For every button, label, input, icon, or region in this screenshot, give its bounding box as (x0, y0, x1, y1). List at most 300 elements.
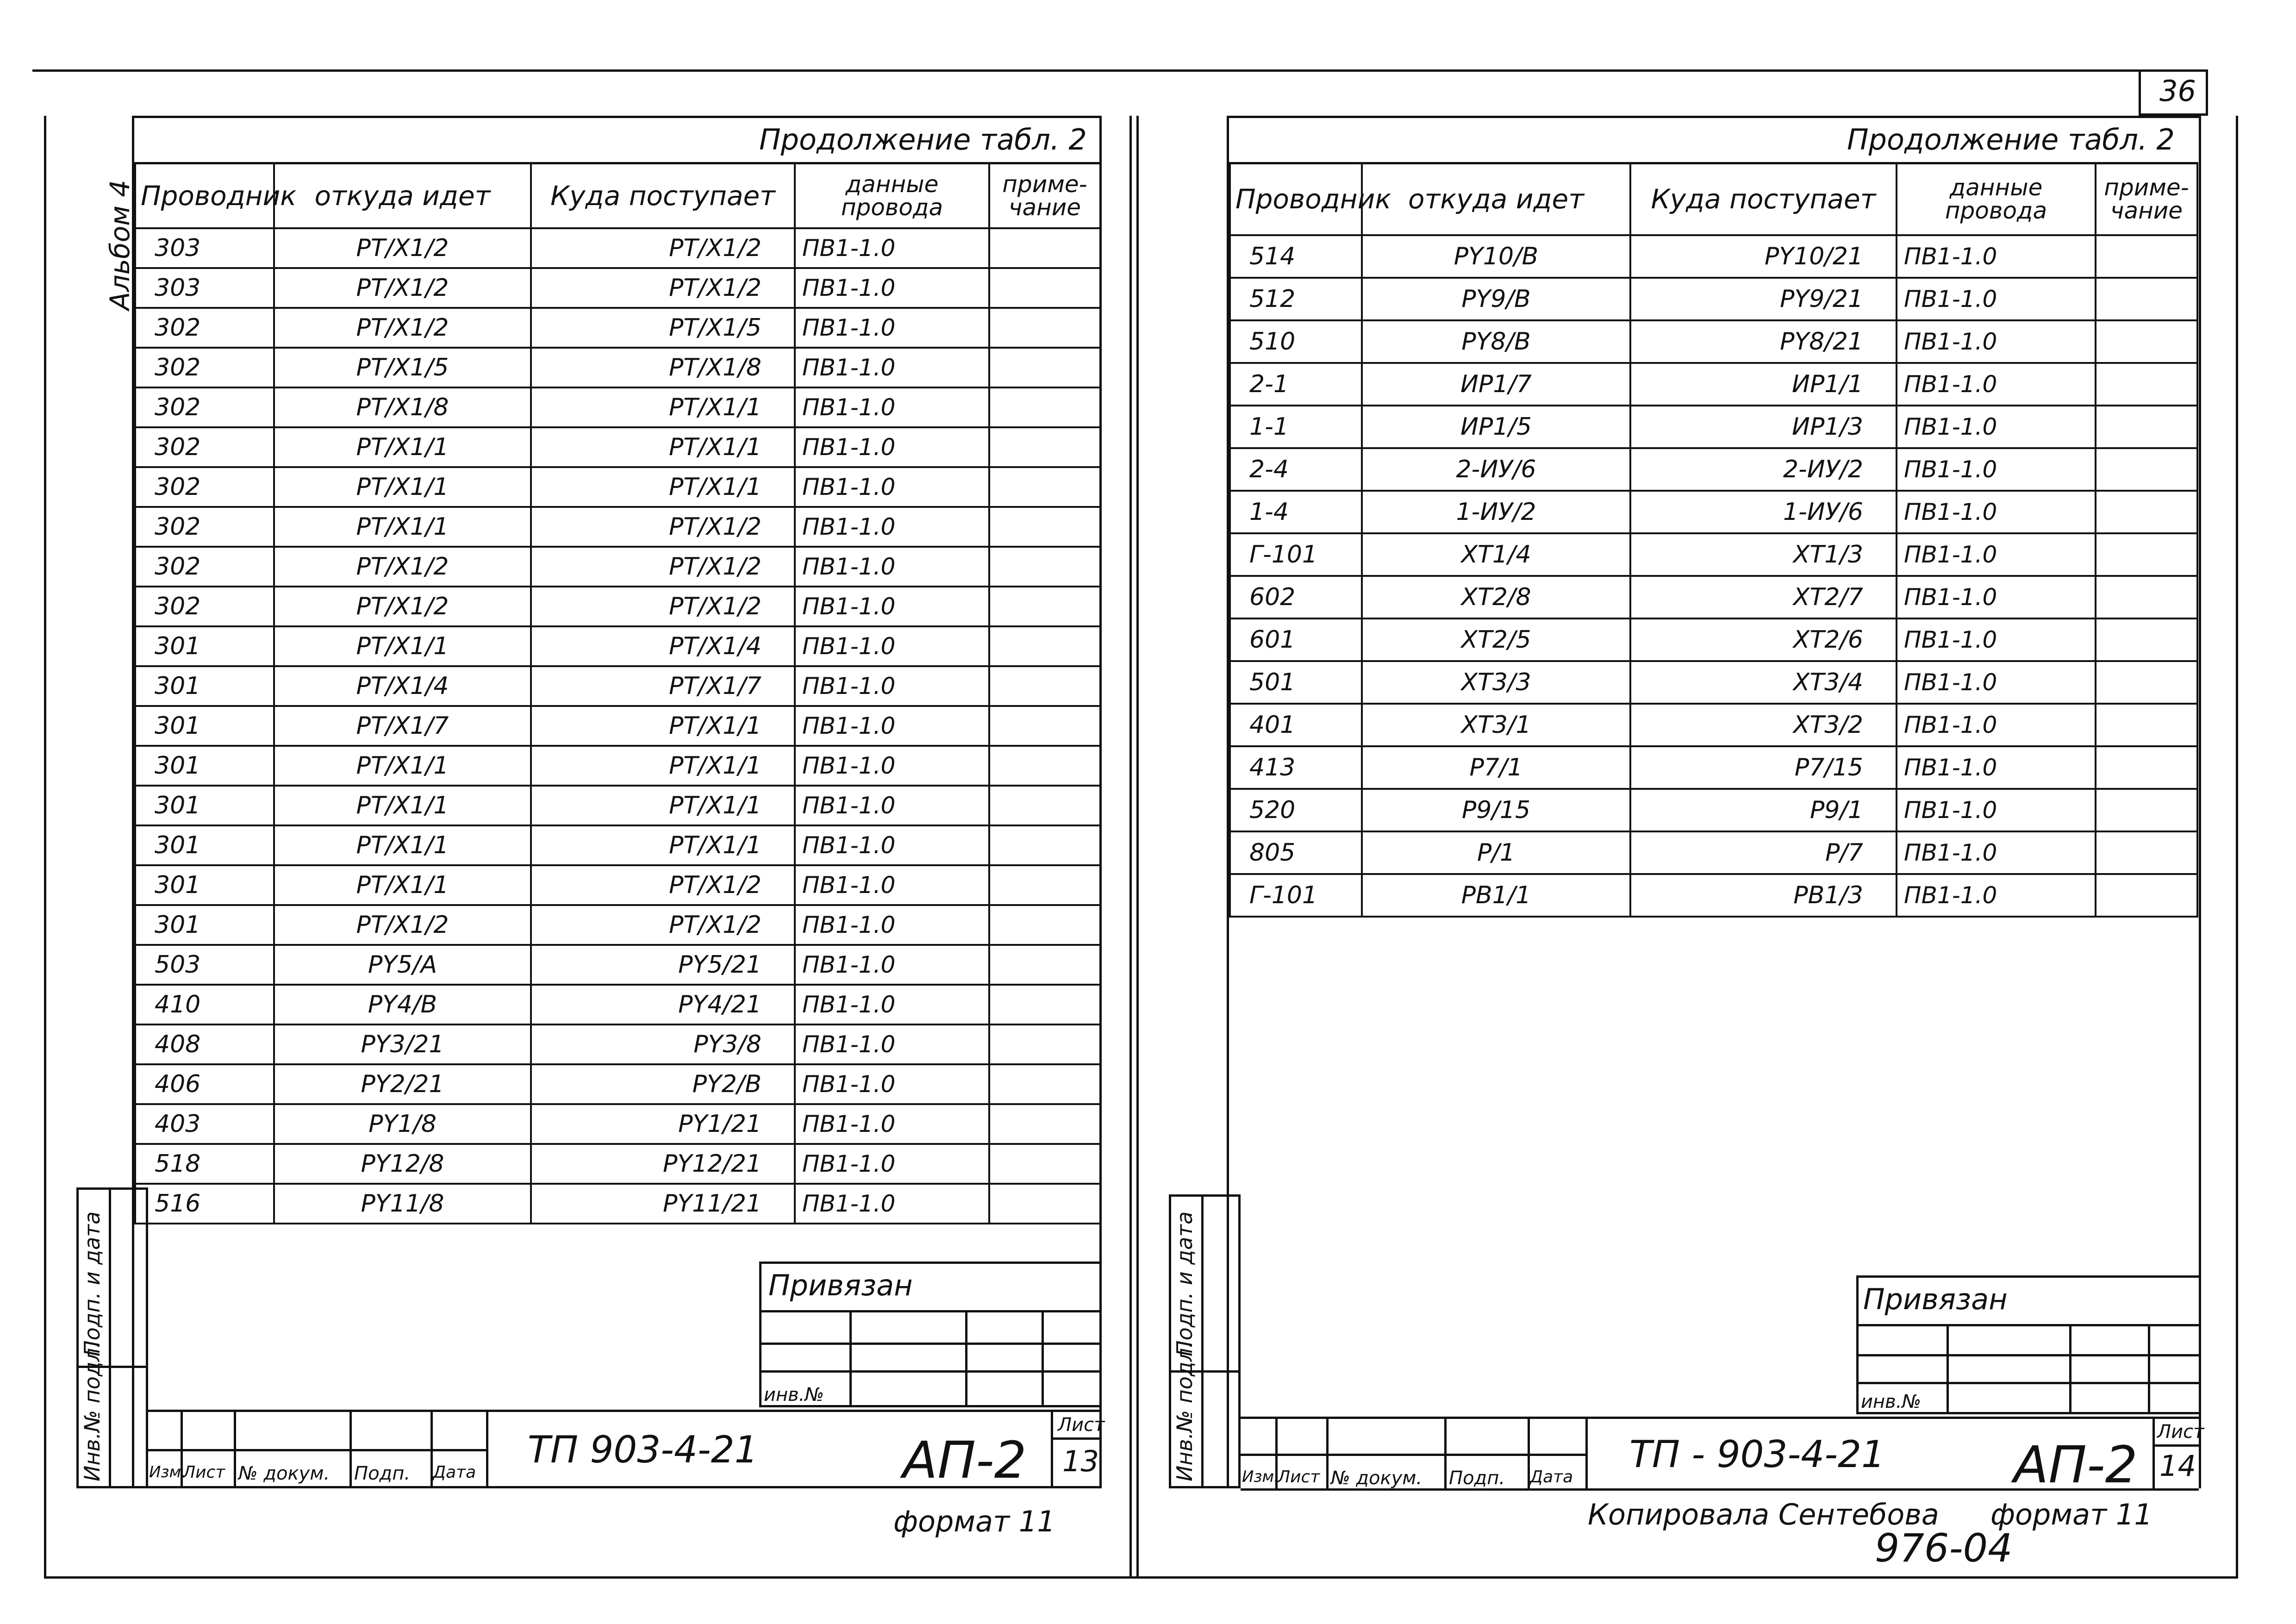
conductor-cell: 301 (135, 746, 274, 786)
right-header-row (1230, 163, 2197, 235)
from-cell: PT/X1/1 (274, 865, 531, 905)
to-cell: PT/X1/1 (531, 427, 795, 467)
from-cell: PY9/B (1362, 278, 1630, 320)
conductor-cell: 303 (135, 268, 274, 308)
right-header-note: приме- чание (2096, 163, 2197, 235)
wire-cell: ПВ1-1.0 (1897, 533, 2096, 576)
wire-cell: ПВ1-1.0 (795, 746, 989, 786)
conductor-cell: 518 (135, 1144, 274, 1184)
conductor-cell: 302 (135, 467, 274, 507)
note-cell (2096, 448, 2197, 491)
left-priv-row3 (759, 1370, 1102, 1373)
table-row (135, 1064, 1100, 1104)
note-cell (2096, 406, 2197, 448)
note-cell (2096, 363, 2197, 406)
right-priv-col3 (2148, 1324, 2150, 1414)
left-header-from: откуда идет (274, 163, 531, 228)
table-row (1230, 831, 2197, 874)
right-project-code: ТП - 903-4-21 (1629, 1433, 1885, 1476)
from-cell: PT/X1/1 (274, 825, 531, 865)
to-cell: P9/1 (1630, 789, 1897, 831)
from-cell: PY3/21 (274, 1024, 531, 1064)
note-cell (989, 308, 1100, 348)
conductor-cell: 2-1 (1230, 363, 1362, 406)
sheet-divider (1129, 116, 1132, 1579)
wire-cell: ПВ1-1.0 (795, 547, 989, 587)
left-privyazan-label: Привязан (768, 1268, 913, 1302)
table-row (135, 1024, 1100, 1064)
right-privyazan-label: Привязан (1863, 1282, 2008, 1316)
wire-cell: ПВ1-1.0 (795, 507, 989, 547)
right-tb-mid (1241, 1454, 1585, 1456)
to-cell: 1-ИУ/6 (1630, 491, 1897, 533)
left-priv-col3 (1042, 1310, 1044, 1407)
left-stamp-doc: № докум. (238, 1463, 330, 1484)
left-tb-mid (148, 1449, 486, 1451)
conductor-cell: Г-101 (1230, 874, 1362, 917)
from-cell: PY2/21 (274, 1064, 531, 1104)
right-list-label: Лист (2157, 1421, 2204, 1443)
table-row (135, 467, 1100, 507)
from-cell: PT/X1/2 (274, 905, 531, 945)
to-cell: P/7 (1630, 831, 1897, 874)
from-cell: 1-ИУ/2 (1362, 491, 1630, 533)
to-cell: XT2/7 (1630, 576, 1897, 618)
table-row (135, 706, 1100, 746)
table-row (1230, 491, 2197, 533)
conductor-cell: 408 (135, 1024, 274, 1064)
wire-cell: ПВ1-1.0 (1897, 746, 2096, 789)
note-cell (989, 228, 1100, 268)
right-stamp-sign: Подп. (1449, 1468, 1505, 1489)
from-cell: XT2/8 (1362, 576, 1630, 618)
note-cell (2096, 831, 2197, 874)
left-tb-c5 (486, 1410, 488, 1486)
conductor-cell: 516 (135, 1184, 274, 1224)
from-cell: PY5/A (274, 945, 531, 985)
from-cell: PT/X1/4 (274, 666, 531, 706)
from-cell: P9/15 (1362, 789, 1630, 831)
right-tb-list-div (2152, 1444, 2199, 1447)
right-stamp-izm: Изм. (1242, 1468, 1279, 1486)
right-tb-c2 (1326, 1417, 1329, 1488)
wire-cell: ПВ1-1.0 (795, 587, 989, 626)
note-cell (989, 507, 1100, 547)
from-cell: PB1/1 (1362, 874, 1630, 917)
right-stamp-date: Дата (1530, 1468, 1573, 1487)
note-cell (2096, 746, 2197, 789)
left-project-code: ТП 903-4-21 (528, 1428, 758, 1471)
left-tb-top (148, 1410, 1102, 1412)
left-frame-left (44, 116, 46, 1579)
note-cell (989, 945, 1100, 985)
wire-cell: ПВ1-1.0 (795, 706, 989, 746)
to-cell: PT/X1/1 (531, 706, 795, 746)
table-row (135, 268, 1100, 308)
from-cell: PT/X1/5 (274, 348, 531, 387)
wire-cell: ПВ1-1.0 (1897, 448, 2096, 491)
left-priv-col2 (965, 1310, 967, 1407)
to-cell: PY2/B (531, 1064, 795, 1104)
note-cell (989, 1024, 1100, 1064)
wire-cell: ПВ1-1.0 (795, 467, 989, 507)
conductor-cell: 302 (135, 507, 274, 547)
to-cell: PY9/21 (1630, 278, 1897, 320)
from-cell: PT/X1/1 (274, 786, 531, 825)
table-row (135, 507, 1100, 547)
conductor-cell: 302 (135, 308, 274, 348)
wire-cell: ПВ1-1.0 (795, 1024, 989, 1064)
note-cell (989, 387, 1100, 427)
left-side-label-sign: Подп. и дата (80, 1211, 105, 1356)
from-cell: P/1 (1362, 831, 1630, 874)
wire-cell: ПВ1-1.0 (795, 825, 989, 865)
right-list-number: 14 (2159, 1449, 2196, 1483)
from-cell: XT2/5 (1362, 618, 1630, 661)
wire-cell: ПВ1-1.0 (795, 268, 989, 308)
left-inner-top (132, 116, 1099, 118)
table-row (135, 1184, 1100, 1224)
left-side-stamp-div (109, 1187, 111, 1488)
left-inv-no: инв.№ (764, 1384, 824, 1405)
left-stamp-izm: Изм. (149, 1463, 186, 1481)
to-cell: PT/X1/2 (531, 905, 795, 945)
to-cell: PT/X1/1 (531, 387, 795, 427)
conductor-cell: 303 (135, 228, 274, 268)
wire-cell: ПВ1-1.0 (1897, 618, 2096, 661)
table-row (1230, 661, 2197, 704)
from-cell: XT3/3 (1362, 661, 1630, 704)
right-tb-top (1241, 1417, 2199, 1419)
table-row (135, 945, 1100, 985)
from-cell: PT/X1/1 (274, 507, 531, 547)
to-cell: XT3/2 (1630, 704, 1897, 746)
from-cell: XT1/4 (1362, 533, 1630, 576)
note-cell (989, 587, 1100, 626)
to-cell: PY12/21 (531, 1144, 795, 1184)
note-cell (989, 626, 1100, 666)
from-cell: P7/1 (1362, 746, 1630, 789)
note-cell (989, 547, 1100, 587)
to-cell: XT3/4 (1630, 661, 1897, 704)
conductor-cell: 302 (135, 348, 274, 387)
left-header-row (135, 163, 1100, 228)
from-cell: PT/X1/1 (274, 427, 531, 467)
table-row (135, 985, 1100, 1024)
to-cell: XT1/3 (1630, 533, 1897, 576)
to-cell: PY11/21 (531, 1184, 795, 1224)
conductor-cell: 301 (135, 666, 274, 706)
note-cell (989, 786, 1100, 825)
wire-cell: ПВ1-1.0 (1897, 661, 2096, 704)
from-cell: ИР1/5 (1362, 406, 1630, 448)
conductor-cell: 510 (1230, 320, 1362, 363)
right-frame-right (2236, 116, 2238, 1579)
table-row (135, 228, 1100, 268)
page-number: 36 (2159, 74, 2196, 108)
wire-cell: ПВ1-1.0 (1897, 363, 2096, 406)
to-cell: PT/X1/2 (531, 507, 795, 547)
wire-cell: ПВ1-1.0 (795, 427, 989, 467)
from-cell: PY8/B (1362, 320, 1630, 363)
conductor-cell: 602 (1230, 576, 1362, 618)
to-cell: PT/X1/8 (531, 348, 795, 387)
table-row (135, 1144, 1100, 1184)
table-row (135, 746, 1100, 786)
wire-cell: ПВ1-1.0 (795, 1144, 989, 1184)
right-priv-col2 (2069, 1324, 2071, 1414)
wire-cell: ПВ1-1.0 (795, 905, 989, 945)
wire-cell: ПВ1-1.0 (1897, 704, 2096, 746)
to-cell: PY10/21 (1630, 235, 1897, 278)
wire-cell: ПВ1-1.0 (1897, 576, 2096, 618)
table-row (1230, 533, 2197, 576)
wire-cell: ПВ1-1.0 (1897, 278, 2096, 320)
table-row (135, 1104, 1100, 1144)
conductor-cell: 413 (1230, 746, 1362, 789)
right-doc-id: 976-04 (1875, 1525, 2013, 1571)
conductor-cell: 1-4 (1230, 491, 1362, 533)
right-stamp-doc: № докум. (1331, 1468, 1423, 1489)
to-cell: PY5/21 (531, 945, 795, 985)
to-cell: PT/X1/1 (531, 825, 795, 865)
conductor-cell: 514 (1230, 235, 1362, 278)
right-copied-by: Копировала Сентебова (1588, 1498, 1939, 1531)
table-row (135, 825, 1100, 865)
wire-cell: ПВ1-1.0 (1897, 789, 2096, 831)
table-row (1230, 406, 2197, 448)
wire-cell: ПВ1-1.0 (795, 1184, 989, 1224)
table-row (1230, 874, 2197, 917)
note-cell (989, 825, 1100, 865)
note-cell (2096, 278, 2197, 320)
from-cell: PY4/B (274, 985, 531, 1024)
wire-cell: ПВ1-1.0 (795, 387, 989, 427)
note-cell (2096, 491, 2197, 533)
wire-cell: ПВ1-1.0 (795, 865, 989, 905)
left-tb-c3 (349, 1410, 352, 1486)
conductor-cell: Г-101 (1230, 533, 1362, 576)
right-format: формат 11 (1990, 1498, 2152, 1531)
to-cell: ИР1/3 (1630, 406, 1897, 448)
to-cell: PT/X1/1 (531, 786, 795, 825)
note-cell (2096, 320, 2197, 363)
note-cell (989, 985, 1100, 1024)
conductor-cell: 410 (135, 985, 274, 1024)
right-wiring-table (1229, 162, 2198, 918)
left-header-wire-data: данные провода (795, 163, 989, 228)
conductor-cell: 401 (1230, 704, 1362, 746)
album-label: Альбом 4 (104, 180, 136, 310)
note-cell (989, 1064, 1100, 1104)
right-side-stamp-div (1201, 1194, 1204, 1488)
to-cell: P7/15 (1630, 746, 1897, 789)
table-row (1230, 704, 2197, 746)
from-cell: PT/X1/2 (274, 308, 531, 348)
left-priv-col1 (849, 1310, 852, 1407)
from-cell: ИР1/7 (1362, 363, 1630, 406)
wire-cell: ПВ1-1.0 (795, 228, 989, 268)
to-cell: PT/X1/2 (531, 547, 795, 587)
right-stamp-list: Лист (1278, 1468, 1320, 1487)
conductor-cell: 301 (135, 706, 274, 746)
from-cell: PY11/8 (274, 1184, 531, 1224)
note-cell (989, 706, 1100, 746)
right-sheet-code: АП-2 (2014, 1435, 2138, 1494)
wire-cell: ПВ1-1.0 (795, 308, 989, 348)
from-cell: PY1/8 (274, 1104, 531, 1144)
top-rule (32, 69, 2157, 72)
conductor-cell: 302 (135, 547, 274, 587)
wire-cell: ПВ1-1.0 (1897, 320, 2096, 363)
table-row (1230, 618, 2197, 661)
from-cell: PT/X1/8 (274, 387, 531, 427)
conductor-cell: 501 (1230, 661, 1362, 704)
table-row (135, 626, 1100, 666)
right-continuation-title: Продолжение табл. 2 (1847, 123, 2175, 156)
table-row (1230, 235, 2197, 278)
right-header-to: Куда поступает (1630, 163, 1897, 235)
to-cell: PT/X1/2 (531, 587, 795, 626)
to-cell: PT/X1/2 (531, 268, 795, 308)
left-tb-c6 (1051, 1410, 1053, 1486)
from-cell: 2-ИУ/6 (1362, 448, 1630, 491)
table-row (135, 427, 1100, 467)
right-tb-c5 (1585, 1417, 1588, 1488)
right-inv-no: инв.№ (1861, 1391, 1922, 1412)
conductor-cell: 601 (1230, 618, 1362, 661)
conductor-cell: 302 (135, 427, 274, 467)
left-list-label: Лист (1058, 1414, 1105, 1436)
right-header-wire-data: данные провода (1897, 163, 2096, 235)
wire-cell: ПВ1-1.0 (795, 985, 989, 1024)
right-tb-c3 (1444, 1417, 1447, 1488)
table-row (135, 308, 1100, 348)
left-side-label-inv: Инв.№ подл. (80, 1341, 105, 1481)
to-cell: 2-ИУ/2 (1630, 448, 1897, 491)
left-sheet-code: АП-2 (903, 1430, 1027, 1490)
from-cell: PT/X1/1 (274, 746, 531, 786)
right-header-conductor: Проводник (1230, 163, 1362, 235)
left-wiring-table (134, 162, 1101, 1224)
left-header-conductor: Проводник (135, 163, 274, 228)
to-cell: XT2/6 (1630, 618, 1897, 661)
left-list-number: 13 (1062, 1444, 1099, 1478)
to-cell: PY3/8 (531, 1024, 795, 1064)
conductor-cell: 403 (135, 1104, 274, 1144)
note-cell (2096, 789, 2197, 831)
table-row (1230, 363, 2197, 406)
conductor-cell: 301 (135, 865, 274, 905)
to-cell: PT/X1/2 (531, 228, 795, 268)
wire-cell: ПВ1-1.0 (795, 348, 989, 387)
table-row (1230, 789, 2197, 831)
right-side-label-sign: Подп. и дата (1172, 1211, 1197, 1356)
note-cell (2096, 874, 2197, 917)
wire-cell: ПВ1-1.0 (795, 945, 989, 985)
wire-cell: ПВ1-1.0 (1897, 874, 2096, 917)
table-row (135, 387, 1100, 427)
note-cell (989, 467, 1100, 507)
from-cell: PT/X1/1 (274, 626, 531, 666)
left-format: формат 11 (893, 1505, 1055, 1538)
conductor-cell: 406 (135, 1064, 274, 1104)
note-cell (989, 1144, 1100, 1184)
left-tb-list-div (1051, 1437, 1102, 1440)
from-cell: XT3/1 (1362, 704, 1630, 746)
right-inner-top (1227, 116, 2199, 118)
conductor-cell: 2-4 (1230, 448, 1362, 491)
wire-cell: ПВ1-1.0 (1897, 831, 2096, 874)
to-cell: PT/X1/1 (531, 746, 795, 786)
to-cell: PY4/21 (531, 985, 795, 1024)
table-row (1230, 746, 2197, 789)
conductor-cell: 503 (135, 945, 274, 985)
note-cell (989, 427, 1100, 467)
conductor-cell: 301 (135, 786, 274, 825)
conductor-cell: 520 (1230, 789, 1362, 831)
table-row (135, 786, 1100, 825)
note-cell (989, 348, 1100, 387)
table-row (1230, 576, 2197, 618)
table-row (135, 905, 1100, 945)
note-cell (989, 746, 1100, 786)
to-cell: PB1/3 (1630, 874, 1897, 917)
wire-cell: ПВ1-1.0 (795, 1104, 989, 1144)
note-cell (2096, 618, 2197, 661)
wire-cell: ПВ1-1.0 (795, 786, 989, 825)
table-row (135, 666, 1100, 706)
to-cell: PT/X1/5 (531, 308, 795, 348)
wire-cell: ПВ1-1.0 (795, 666, 989, 706)
note-cell (989, 1184, 1100, 1224)
wire-cell: ПВ1-1.0 (1897, 491, 2096, 533)
from-cell: PT/X1/2 (274, 228, 531, 268)
from-cell: PY12/8 (274, 1144, 531, 1184)
right-frame-bottom (1129, 1576, 2238, 1579)
to-cell: PY8/21 (1630, 320, 1897, 363)
note-cell (2096, 704, 2197, 746)
note-cell (989, 865, 1100, 905)
note-cell (2096, 533, 2197, 576)
to-cell: PT/X1/4 (531, 626, 795, 666)
to-cell: PY1/21 (531, 1104, 795, 1144)
from-cell: PT/X1/7 (274, 706, 531, 746)
to-cell: ИР1/1 (1630, 363, 1897, 406)
right-priv-col1 (1947, 1324, 1949, 1414)
left-stamp-date: Дата (433, 1463, 476, 1482)
to-cell: PT/X1/2 (531, 865, 795, 905)
note-cell (989, 268, 1100, 308)
left-tb-c2 (234, 1410, 236, 1486)
left-stamp-sign: Подп. (354, 1463, 411, 1484)
conductor-cell: 512 (1230, 278, 1362, 320)
conductor-cell: 301 (135, 905, 274, 945)
conductor-cell: 1-1 (1230, 406, 1362, 448)
left-header-note: приме- чание (989, 163, 1100, 228)
conductor-cell: 301 (135, 626, 274, 666)
table-row (135, 587, 1100, 626)
to-cell: PT/X1/7 (531, 666, 795, 706)
wire-cell: ПВ1-1.0 (1897, 235, 2096, 278)
note-cell (989, 1104, 1100, 1144)
wire-cell: ПВ1-1.0 (795, 1064, 989, 1104)
left-continuation-title: Продолжение табл. 2 (759, 123, 1087, 156)
to-cell: PT/X1/1 (531, 467, 795, 507)
note-cell (2096, 661, 2197, 704)
note-cell (2096, 235, 2197, 278)
table-row (1230, 448, 2197, 491)
